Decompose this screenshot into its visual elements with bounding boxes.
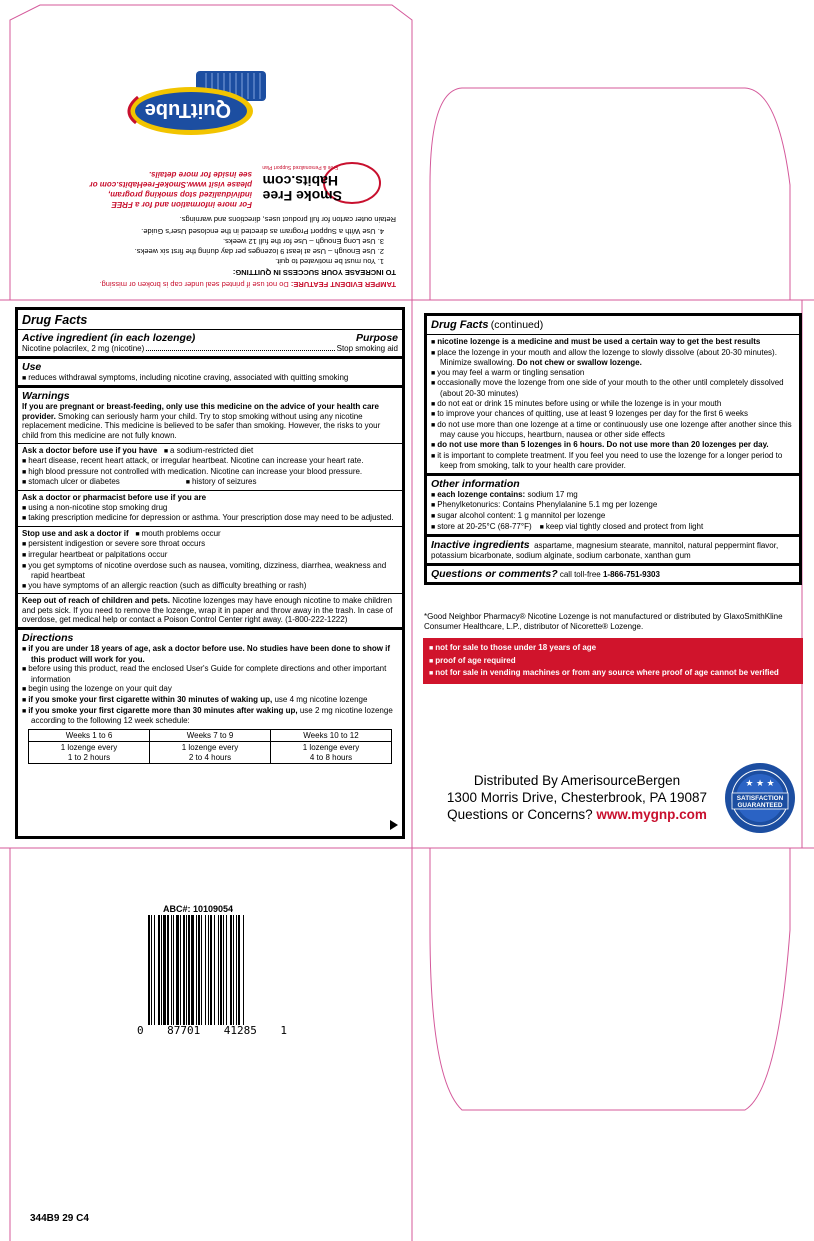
tip-item: 3. Use Long Enough – Use for the full 12 weeks. [223, 237, 384, 246]
continued-item: ■ do not use more than 5 lozenges in 6 hours. Do not use more than 20 lozenges per day. [431, 440, 795, 451]
svg-text:QuitTube: QuitTube [144, 99, 231, 121]
footnote: *Good Neighbor Pharmacy® Nicotine Lozenge is not manufactured or distributed by GlaxoSmithKline Consumer Healthcare, L.P., distributor of Nicorette® Lozenge. [424, 612, 783, 631]
distributor-line: Distributed By AmerisourceBergen [473, 773, 681, 788]
quittube-logo [116, 61, 286, 141]
tip-item: 2. Use Enough – Use at least 9 lozenges per day during the first six weeks. [134, 247, 384, 256]
barcode-bar [188, 915, 190, 1025]
barcode-bar [210, 915, 212, 1025]
top-flap [18, 10, 396, 295]
drug-facts-continued-panel [424, 313, 802, 585]
barcode-bar [220, 915, 222, 1025]
barcode-bar [238, 915, 240, 1025]
questions-line: Questions or comments? call toll-free 1-866-751-9303 [431, 567, 660, 580]
warnings-head: Warnings [22, 390, 70, 403]
dosing-schedule-table [28, 729, 392, 765]
schedule-cell: 1 lozenge every 4 to 8 hours [271, 742, 392, 764]
satisfaction-seal-icon [724, 762, 796, 834]
ask-doctor-last: ■ stomach ulcer or diabetes■ history of seizures [22, 477, 398, 488]
barcode-bar [171, 915, 172, 1025]
direction-item: ■ if you smoke your first cigarette more than 30 minutes after waking up, use 2 mg nicotine lozenge according to the following 12 week schedule: [22, 706, 398, 726]
distributor-info [424, 772, 730, 823]
barcode-bar [223, 915, 224, 1025]
barcode-bar [236, 915, 237, 1025]
ask-doctor-item: ■ high blood pressure not controlled with medication. Nicotine can increase your blood pressure. [22, 467, 398, 478]
use-head: Use [22, 360, 42, 373]
upc-digit: 1 [280, 1024, 287, 1037]
upc-barcode [146, 915, 270, 1025]
other-info-item: ■ Phenylketonurics: Contains Phenylalanine 5.1 mg per lozenge [431, 500, 795, 511]
other-info-head: Other information [431, 477, 520, 490]
barcode-bar [151, 915, 152, 1025]
age-item: ■ not for sale in vending machines or from any source where proof of age cannot be verified [429, 667, 797, 680]
continued-item: ■ do not use more than one lozenge at a time or continuously use one lozenge after another since this may cause you hiccups, heartburn, nausea or other side effects [431, 420, 795, 440]
continued-item: ■ occasionally move the lozenge from one side of your mouth to the other until completely dissolved (about 20-30 minutes) [431, 378, 795, 398]
svg-text:Free & Personalized Support Pl: Free & Personalized Support Plan [262, 164, 338, 170]
barcode-bar [161, 915, 162, 1025]
other-info-item: ■ sugar alcohol content: 1 g mannitol per lozenge [431, 511, 795, 522]
pregnancy-warning: If you are pregnant or breast-feeding, only use this medicine on the advice of your health care provider. Smoking can seriously harm your child. Try to stop smoking without using any nicotine replacement medicine. This medicine is believed to be safer than smoking. However, the risks to your child from this medicine are not fully known. [22, 402, 381, 440]
ask-pharmacist-item: ■ taking prescription medicine for depression or asthma. Your prescription dose may need to be adjusted. [22, 513, 398, 524]
upc-digit: 87701 [167, 1024, 201, 1037]
barcode-bar [230, 915, 232, 1025]
barcode-bar [183, 915, 185, 1025]
other-info-item: ■ store at 20-25°C (68-77°F)■ keep vial tightly closed and protect from light [431, 522, 795, 533]
barcode-bar [201, 915, 202, 1025]
svg-text:GUARANTEED: GUARANTEED [737, 802, 783, 809]
inactive-ingredients: Inactive ingredients aspartame, magnesium stearate, mannitol, natural peppermint flavor, potassium bicarbonate, sodium alginate, sodium carbonate, xanthan gum [431, 539, 779, 561]
barcode-bar [233, 915, 234, 1025]
barcode-bar [173, 915, 174, 1025]
barcode-bar [180, 915, 181, 1025]
tip-item: 4. Use With a Support Program as directed in the enclosed User's Guide. [141, 227, 384, 236]
table-row [29, 729, 392, 742]
tamper-notice: TAMPER EVIDENT FEATURE: Do not use if printed seal under cap is broken or missing. [99, 280, 396, 289]
barcode-bar [148, 915, 150, 1025]
carton-code: 344B9 29 C4 [30, 1213, 89, 1224]
barcode-bar [214, 915, 215, 1025]
continued-item: ■ do not eat or drink 15 minutes before using or while the lozenge is in your mouth [431, 399, 795, 410]
distributor-address: 1300 Morris Drive, Chesterbrook, PA 19087 [446, 790, 708, 805]
svg-text:SATISFACTION: SATISFACTION [736, 795, 784, 802]
barcode-bar [167, 915, 169, 1025]
direction-item: ■ if you smoke your first cigarette within 30 minutes of waking up, use 4 mg nicotine lozenge [22, 695, 398, 706]
barcode-bar [208, 915, 209, 1025]
direction-item: ■ if you are under 18 years of age, ask a doctor before use. No studies have been done to show if this product will work for you. [22, 644, 398, 664]
barcode-bar [243, 915, 244, 1025]
schedule-cell: 1 lozenge every 2 to 4 hours [150, 742, 271, 764]
ask-doctor-item: ■ heart disease, recent heart attack, or irregular heartbeat. Nicotine can increase your heart rate. [22, 456, 398, 467]
abc-number: ABC#: 10109054 [163, 904, 234, 914]
active-head: Active ingredient (in each lozenge) [22, 332, 196, 344]
age-item: ■ proof of age required [429, 655, 797, 668]
smokefree-logo [252, 157, 382, 209]
upc-digit: 0 [137, 1024, 144, 1037]
age-item: ■ not for sale to those under 18 years of age [429, 642, 797, 655]
direction-item: ■ begin using the lozenge on your quit day [22, 684, 398, 695]
barcode-bar [205, 915, 206, 1025]
schedule-head: Weeks 1 to 6 [29, 729, 150, 742]
drug-facts-continued-title: Drug Facts (continued) [431, 319, 544, 331]
barcode-bar [186, 915, 187, 1025]
purpose-item: Stop smoking aid [336, 344, 398, 353]
schedule-cell: 1 lozenge every 1 to 2 hours [29, 742, 150, 764]
stop-use-item: ■ irregular heartbeat or palpitations occur [22, 550, 398, 561]
schedule-head: Weeks 10 to 12 [271, 729, 392, 742]
stop-use-head: Stop use and ask a doctor if ■ mouth problems occur [22, 529, 398, 540]
barcode-bar [191, 915, 194, 1025]
barcode-bar [154, 915, 155, 1025]
continued-item: ■ you may feel a warm or tingling sensation [431, 368, 795, 379]
stop-use-item: ■ you have symptoms of an allergic reaction (such as difficulty breathing or rash) [22, 581, 398, 592]
tip-item: 1. You must be motivated to quit. [275, 257, 384, 266]
purpose-head: Purpose [355, 332, 398, 344]
stop-use-item: ■ you get symptoms of nicotine overdose such as nausea, vomiting, dizziness, diarrhea, weakness and rapid heartbeat [22, 561, 398, 581]
barcode-bar [198, 915, 200, 1025]
svg-text:Habits.com: Habits.com [262, 173, 338, 189]
ask-pharmacist-head: Ask a doctor or pharmacist before use if you are [22, 492, 207, 502]
schedule-head: Weeks 7 to 9 [150, 729, 271, 742]
barcode-bar [218, 915, 219, 1025]
drug-facts-title: Drug Facts [22, 313, 88, 327]
age-restriction-box [423, 638, 803, 684]
smokefree-block [18, 157, 396, 209]
upc-digits [137, 1024, 287, 1037]
upc-digit: 41285 [223, 1024, 257, 1037]
increase-title: TO INCREASE YOUR SUCCESS IN QUITTING: [232, 268, 396, 277]
directions-head: Directions [22, 632, 74, 645]
stop-use-item: ■ persistent indigestion or severe sore throat occurs [22, 539, 398, 550]
barcode-bar [226, 915, 227, 1025]
continued-item: ■ to improve your chances of quitting, use at least 9 lozenges per day for the first 6 weeks [431, 409, 795, 420]
questions-concerns: Questions or Concerns? www.mygnp.com [447, 807, 707, 822]
continued-item: ■ nicotine lozenge is a medicine and must be used a certain way to get the best results [431, 337, 795, 348]
active-ingredient-row [22, 344, 398, 354]
drug-facts-panel [15, 307, 405, 839]
svg-text:★ ★ ★: ★ ★ ★ [745, 778, 775, 788]
barcode-bar [196, 915, 197, 1025]
active-item: Nicotine polacrilex, 2 mg (nicotine) [22, 344, 145, 353]
other-info-item: ■ each lozenge contains: sodium 17 mg [431, 490, 795, 501]
svg-text:Smoke Free: Smoke Free [262, 188, 342, 204]
table-row [29, 742, 392, 764]
barcode-bar [163, 915, 166, 1025]
active-ingredient-header [22, 332, 398, 344]
website-link[interactable]: www.mygnp.com [596, 807, 707, 822]
use-item: ■ reduces withdrawal symptoms, including nicotine craving, associated with quitting smoking [22, 373, 398, 384]
barcode-bar [158, 915, 160, 1025]
keep-out-of-reach: Keep out of reach of children and pets. Nicotine lozenges may have enough nicotine to make children and pets sick. If you need to remove the lozenge, wrap it in paper and throw away in the trash. In case of overdose, get medical help or contact a Poison Control Center right away. (1-800-222-1222) [22, 596, 393, 625]
smokefree-promo: For more information and for a FREE individualized stop smoking program, please visit www.SmokeFreeHabits.com or see inside for more details. [89, 170, 252, 209]
retain-note: Retain outer carton for full product uses, directions and warnings. [179, 215, 396, 224]
continue-arrow-icon [390, 820, 398, 830]
direction-item: ■ before using this product, read the enclosed User's Guide for complete directions and other important information [22, 664, 398, 684]
quit-tips [18, 226, 396, 266]
barcode-bar [176, 915, 179, 1025]
continued-item: ■ place the lozenge in your mouth and allow the lozenge to slowly dissolve (about 20-30 minutes). Minimize swallowing. Do not chew or swallow lozenge. [431, 348, 795, 368]
ask-doctor-head: Ask a doctor before use if you have ■ a sodium-restricted diet [22, 446, 398, 457]
ask-pharmacist-item: ■ using a non-nicotine stop smoking drug [22, 503, 398, 514]
continued-item: ■ it is important to complete treatment. If you feel you need to use the lozenge for a longer period to keep from smoking, talk to your health care provider. [431, 451, 795, 471]
